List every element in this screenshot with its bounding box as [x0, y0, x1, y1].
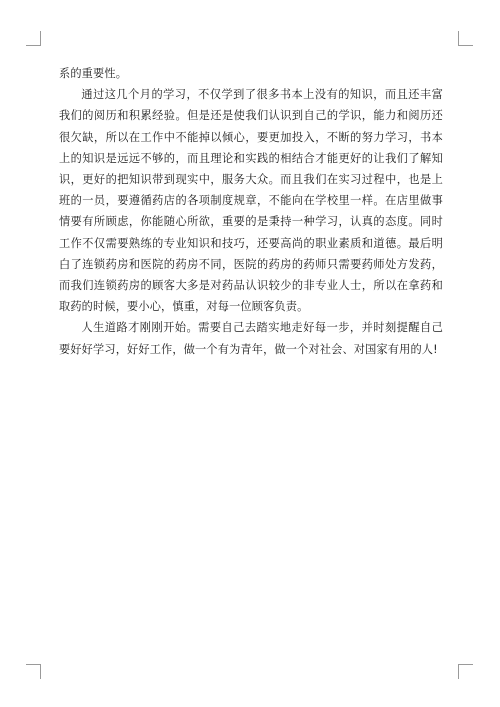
paragraph-learning-reflection: 通过这几个月的学习，不仅学到了很多书本上没有的知识，而且还丰富我们的阅历和积累经验。但是还是使我们认识到自己的学识，能力和阅历还很欠缺，所以在工作中不能掉以倾心，要更加投入，不断的努力学习，书本上的知识是远远不够的，而且理论和实践的相结合才能更好的让我们了解知识，更好的把知识带到现实中，服务大众。而且我们在实习过程中，也是上班的一员，要遵循药店的各项制度规章，不能向在学校里一样。在店里做事情要有所顾虑，你能随心所欲，重要的是秉持一种学习，认真的态度。同时工作不仅需要熟练的专业知识和技巧，还要高尚的职业素质和道德。最后明白了连锁药房和医院的药房不同，医院的药房的药师只需要药师处方发药，而我们连锁药房的顾客大多是对药品认识较少的非专业人士，所以在拿药和取药的时候，要小心，慎重，对每一位顾客负责。 [59, 88, 443, 314]
crop-mark-top-left [26, 31, 41, 46]
crop-mark-bottom-right [458, 664, 473, 679]
paragraph-conclusion: 人生道路才刚刚开始。需要自己去踏实地走好每一步，并时刻提醒自己要好好学习，好好工作，做一个有为青年，做一个对社会、对国家有用的人! [59, 321, 443, 356]
paragraph-continuation: 系的重要性。 [59, 67, 128, 80]
crop-mark-top-right [458, 31, 473, 46]
document-body [59, 63, 443, 360]
crop-mark-bottom-left [26, 664, 41, 679]
